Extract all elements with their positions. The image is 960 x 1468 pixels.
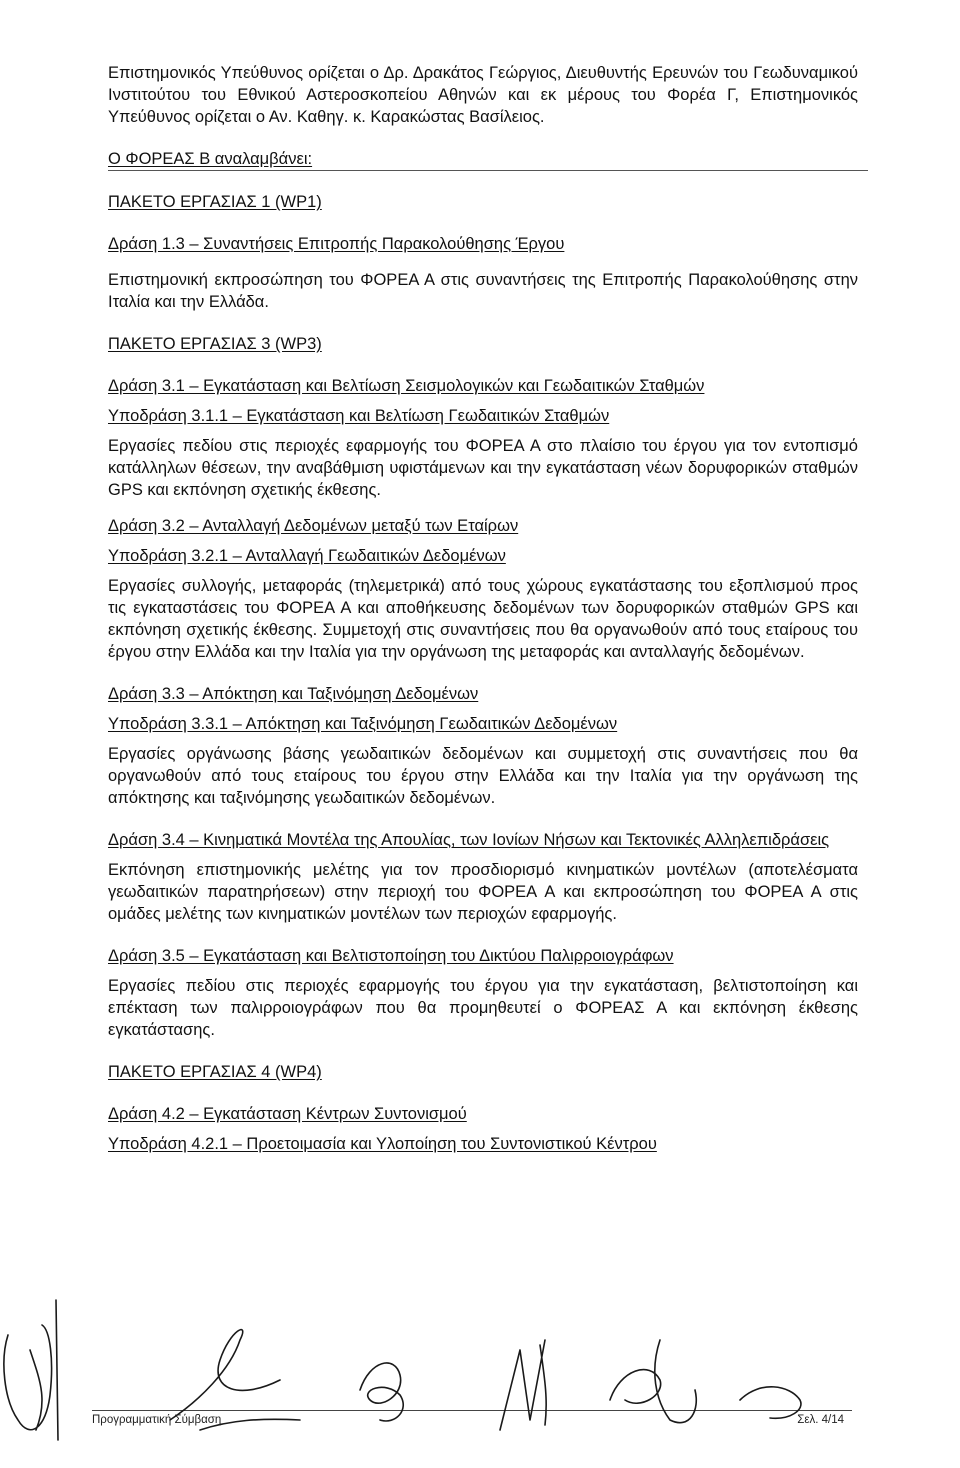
footer-page-number: Σελ. 4/14 bbox=[797, 1414, 844, 1426]
subaction-4-2-1-title: Υποδράση 4.2.1 – Προετοιμασία και Υλοποίηση του Συντονιστικού Κέντρου bbox=[108, 1135, 657, 1153]
wp4-heading: ΠΑΚΕΤΟ ΕΡΓΑΣΙΑΣ 4 (WP4) bbox=[108, 1063, 322, 1081]
action-1-3-text: Επιστημονική εκπροσώπηση του ΦΟΡΕΑ Α στις συναντήσεις της Επιτροπής Παρακολούθησης στην Ιταλία και την Ελλάδα. bbox=[108, 271, 858, 311]
action-3-5-title: Δράση 3.5 – Εγκατάσταση και Βελτιστοποίηση του Δικτύου Παλιρροιογράφων bbox=[108, 947, 674, 965]
action-1-3-title: Δράση 1.3 – Συναντήσεις Επιτροπής Παρακολούθησης Έργου bbox=[108, 235, 565, 253]
action-3-5-text: Εργασίες πεδίου στις περιοχές εφαρμογής του έργου για την εγκατάσταση, βελτιστοποίηση και επέκταση των παλιρροιογράφων που θα προμηθευτεί ο ΦΟΡΕΑΣ Α και εκπόνηση έκθεσης εγκατάστασης. bbox=[108, 977, 858, 1039]
wp1-heading: ΠΑΚΕΤΟ ΕΡΓΑΣΙΑΣ 1 (WP1) bbox=[108, 193, 322, 211]
action-4-2-title: Δράση 4.2 – Εγκατάσταση Κέντρων Συντονισμού bbox=[108, 1105, 467, 1123]
footer-document-type: Προγραμματική Σύμβαση bbox=[92, 1414, 222, 1426]
page-footer bbox=[92, 1410, 852, 1432]
action-3-3-title: Δράση 3.3 – Απόκτηση και Ταξινόμηση Δεδομένων bbox=[108, 685, 479, 703]
section-divider bbox=[108, 170, 868, 171]
subaction-3-2-1-title: Υποδράση 3.2.1 – Ανταλλαγή Γεωδαιτικών Δεδομένων bbox=[108, 547, 506, 565]
footer-divider bbox=[92, 1410, 852, 1411]
intro-paragraph: Επιστημονικός Υπεύθυνος ορίζεται ο Δρ. Δρακάτος Γεώργιος, Διευθυντής Ερευνών του Γεωδυναμικού Ινστιτούτου του Εθνικού Αστεροσκοπείου Αθηνών και εκ μέρους του Φορέα Γ, Επιστημονικός Υπεύθυνος ορίζεται ο Αν. Καθηγ. κ. Καρακώστας Βασίλειος. bbox=[108, 64, 858, 126]
document-body bbox=[108, 62, 858, 1155]
action-3-4-title: Δράση 3.4 – Κινηματικά Μοντέλα της Απουλίας, των Ιονίων Νήσων και Τεκτονικές Αλληλεπιδράσεις bbox=[108, 831, 830, 849]
signature-left-margin bbox=[4, 1300, 58, 1440]
subaction-3-2-1-text: Εργασίες συλλογής, μεταφοράς (τηλεμετρικά) από τους χώρους εγκατάστασης του εξοπλισμού προς τις εγκαταστάσεις του ΦΟΡΕΑ Α και αποθήκευσης δεδομένων των δορυφορικών σταθμών GPS και εκπόνηση σχετικής έκθεσης. Συμμετοχή στις συναντήσεις που θα οργανωθούν από τους εταίρους του έργου στην Ελλάδα και την Ιταλία για την οργάνωση της μεταφοράς και ανταλλαγής δεδομένων. bbox=[108, 577, 858, 661]
action-3-2-title: Δράση 3.2 – Ανταλλαγή Δεδομένων μεταξύ των Εταίρων bbox=[108, 517, 519, 535]
subaction-3-3-1-text: Εργασίες οργάνωσης βάσης γεωδαιτικών δεδομένων και συμμετοχή στις συναντήσεις που θα οργανωθούν από τους εταίρους του έργου στην Ελλάδα και την Ιταλία για την οργάνωση της απόκτησης και ταξινόμησης γεωδαιτικών δεδομένων. bbox=[108, 745, 858, 807]
foreas-b-heading: Ο ΦΟΡΕΑΣ Β αναλαμβάνει: bbox=[108, 150, 313, 168]
subaction-3-1-1-title: Υποδράση 3.1.1 – Εγκατάσταση και Βελτίωση Γεωδαιτικών Σταθμών bbox=[108, 407, 610, 425]
subaction-3-1-1-text: Εργασίες πεδίου στις περιοχές εφαρμογής του ΦΟΡΕΑ Α στο πλαίσιο του έργου για τον εντοπισμό κατάλληλων θέσεων, την αναβάθμιση υφιστάμενων και την εγκατάσταση νέων δορυφορικών σταθμών GPS και εκπόνηση σχετικής έκθεσης. bbox=[108, 437, 858, 499]
wp3-heading: ΠΑΚΕΤΟ ΕΡΓΑΣΙΑΣ 3 (WP3) bbox=[108, 335, 322, 353]
subaction-3-3-1-title: Υποδράση 3.3.1 – Απόκτηση και Ταξινόμηση Γεωδαιτικών Δεδομένων bbox=[108, 715, 618, 733]
action-3-4-text: Εκπόνηση επιστημονικής μελέτης για τον προσδιορισμό κινηματικών μοντέλων (αποτελέσματα γεωδαιτικών παρατηρήσεων) στην περιοχή του ΦΟΡΕΑ Α και εκπροσώπηση του ΦΟΡΕΑ Α στις ομάδες μελέτης των κινηματικών μοντέλων των περιοχών εφαρμογής. bbox=[108, 861, 858, 923]
action-3-1-title: Δράση 3.1 – Εγκατάσταση και Βελτίωση Σεισμολογικών και Γεωδαιτικών Σταθμών bbox=[108, 377, 705, 395]
